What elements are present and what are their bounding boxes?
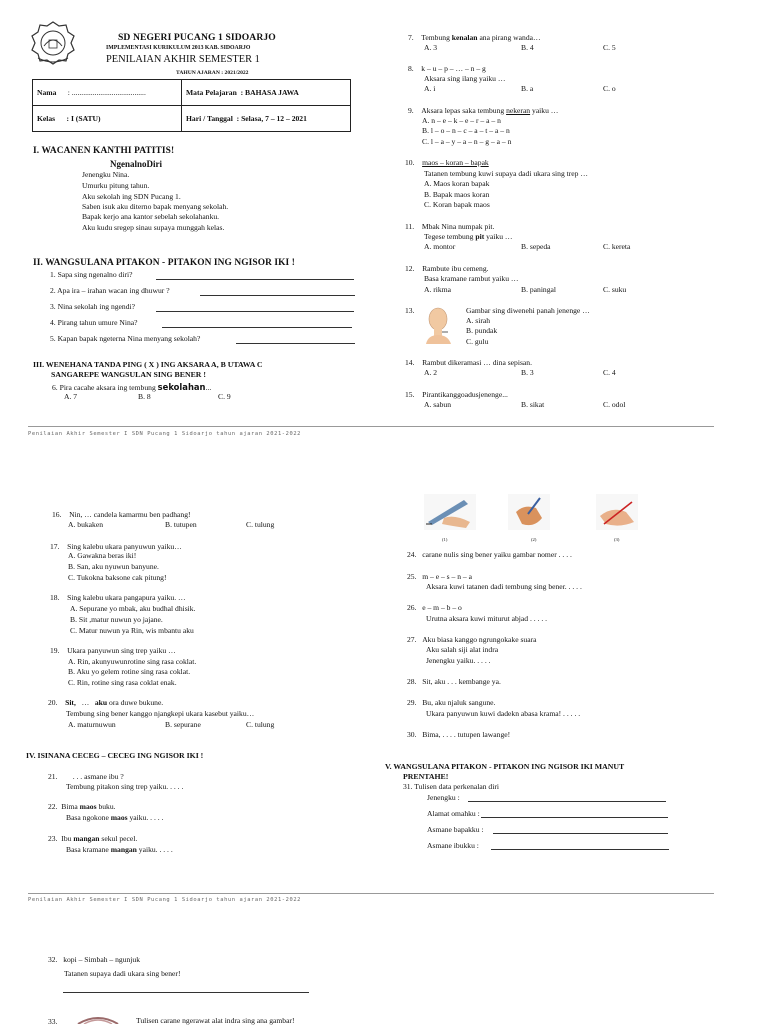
option-b[interactable]: B. a: [521, 84, 534, 93]
answer-line-2[interactable]: [200, 295, 355, 296]
answer-line-3[interactable]: [156, 311, 354, 312]
picture-caption-1: (1): [442, 537, 448, 542]
section-3-heading-line2: SANGAREPE WANGSULAN SING BENER !: [51, 370, 206, 379]
option-c[interactable]: C. gulu: [466, 337, 489, 346]
question-18: 18. Sing kalebu ukara pangapura yaiku. …: [50, 593, 186, 602]
option-a[interactable]: A. i: [424, 84, 436, 93]
option-c[interactable]: C. 9: [218, 392, 231, 401]
reading-line: Jenengku Nina.: [82, 170, 130, 179]
question-24: 24. carane nulis sing bener yaiku gambar nomer . . . .: [407, 550, 572, 559]
section-2-heading: II. WANGSULANA PITAKON - PITAKON ING NGISOR IKI !: [33, 258, 295, 268]
question-6: 6. Pira cacahe aksara ing tembung sekolahan...: [52, 382, 212, 392]
class-cell: [33, 106, 182, 132]
question-12-prompt: Basa kramane rambut yaiku …: [424, 274, 519, 283]
field-label-father: Asmane bapakku :: [427, 825, 484, 834]
answer-line-4[interactable]: [162, 327, 352, 328]
name-cell: [33, 80, 182, 106]
option-b[interactable]: B. Bapak maos koran: [424, 190, 490, 199]
option-c[interactable]: C. kereta: [603, 242, 631, 251]
question-5: 5. Kapan bapak ngeterna Nina menyang sekolah?: [50, 334, 201, 343]
date-value: : Selasa, 7 – 12 – 2021: [236, 114, 307, 123]
option-b[interactable]: B. tutupen: [165, 520, 197, 529]
option-b[interactable]: B. sepurane: [165, 720, 201, 729]
reading-line: Umurku pitung tahun.: [82, 181, 150, 190]
option-a[interactable]: A. sirah: [466, 316, 491, 325]
question-29-prompt: Ukara panyuwun kuwi dadekn abasa krama! . . . . .: [426, 709, 581, 718]
date-cell: [182, 106, 351, 132]
name-value: : .......................................: [67, 88, 146, 97]
section-1-heading: I. WACANEN KANTHI PATITIS!: [33, 146, 175, 156]
question-23: 23. Ibu mangan sekul pecel.: [48, 834, 138, 843]
option-c[interactable]: C. tulung: [246, 720, 275, 729]
question-30: 30. Bima, . . . . tutupen lawange!: [407, 730, 511, 739]
option-b[interactable]: B. 8: [138, 392, 151, 401]
question-31: 31. Tulisen data perkenalan diri: [403, 782, 499, 791]
question-4: 4. Pirang tahun umure Nina?: [50, 318, 138, 327]
question-10-prompt: Tatanen tembung kuwi supaya dadi ukara sing trep …: [424, 169, 588, 178]
answer-line-32[interactable]: [63, 992, 309, 993]
school-logo: [28, 20, 78, 66]
section-4-heading: IV. ISINANA CECEG – CECEG ING NGISOR IKI !: [26, 751, 204, 760]
class-value: : I (SATU): [66, 114, 101, 123]
option-c[interactable]: C. Matur nuwun ya Rin, wis mbantu aku: [70, 626, 194, 635]
reading-title: NgenalnoDiri: [110, 159, 163, 169]
question-26: 26. e – m – b – o: [407, 603, 462, 612]
page-divider: [28, 426, 714, 427]
subject-cell: [182, 80, 351, 106]
exam-title: PENILAIAN AKHIR SEMESTER 1: [106, 54, 260, 65]
option-c[interactable]: C. l – a – y – a – n – g – a – n: [422, 137, 512, 146]
question-22-prompt: Basa ngokone maos yaiku. . . . .: [66, 813, 164, 822]
option-b[interactable]: B. San, aku nyuwun banyune.: [68, 562, 159, 571]
option-c[interactable]: C. Koran bapak maos: [424, 200, 490, 209]
question-15: 15. Pirantikanggoadusjenenge...: [405, 390, 508, 399]
question-32: 32. kopi – Simbah – ngunjuk: [48, 955, 140, 964]
page-footer: Penilaian Akhir Semester I SDN Pucang 1 Sidoarjo tahun ajaran 2021-2022: [28, 897, 302, 903]
option-a[interactable]: A. montor: [424, 242, 456, 251]
field-label-name: Jenengku :: [427, 793, 460, 802]
question-13: Gambar sing diwenehi panah jenenge …: [466, 306, 590, 315]
option-c[interactable]: C. Rin, rotine sing rasa coklat enak.: [68, 678, 177, 687]
question-19: 19. Ukara panyuwun sing trep yaiku …: [50, 646, 176, 655]
address-input-line[interactable]: [481, 817, 668, 818]
option-a[interactable]: A. sabun: [424, 400, 451, 409]
head-neck-image: [424, 306, 454, 344]
page-footer: Penilaian Akhir Semester I SDN Pucang 1 Sidoarjo tahun ajaran 2021-2022: [28, 431, 302, 437]
option-a[interactable]: A. Gawakna beras iki!: [68, 551, 137, 560]
answer-line-5[interactable]: [236, 343, 355, 344]
writing-picture-2: [508, 494, 550, 530]
option-b[interactable]: B. sepeda: [521, 242, 551, 251]
question-33: Tulisen carane ngerawat alat indra sing ana gambar!: [136, 1016, 295, 1025]
picture-caption-3: (3): [614, 537, 620, 542]
question-27-line2: Aku salah siji alat indra: [426, 645, 499, 654]
question-32-prompt: Tatanen supaya dadi ukara sing bener!: [64, 969, 181, 978]
option-b[interactable]: B. paningal: [521, 285, 557, 294]
question-21-prompt: Tembung pitakon sing trep yaiku. . . . .: [66, 782, 184, 791]
reading-line: Aku sekolah ing SDN Pucang 1.: [82, 192, 181, 201]
question-28: 28. Sit, aku . . . kembange ya.: [407, 677, 501, 686]
option-a[interactable]: A. rikma: [424, 285, 451, 294]
option-c[interactable]: C. 5: [603, 43, 616, 52]
option-b[interactable]: B. 4: [521, 43, 534, 52]
question-29: 29. Bu, aku njaluk sangune.: [407, 698, 496, 707]
sense-organ-image: [76, 1016, 120, 1024]
option-a[interactable]: A. Maos koran bapak: [424, 179, 490, 188]
question-22: 22. Bima maos buku.: [48, 802, 116, 811]
field-label-mother: Asmane ibukku :: [427, 841, 479, 850]
curriculum-line: IMPLEMENTASI KURIKULUM 2013 KAB. SIDOARJO: [106, 45, 251, 51]
student-info-table: [32, 79, 351, 132]
option-c[interactable]: C. Tukokna baksone cak pitung!: [68, 573, 167, 582]
question-20: 20. Sit, … aku ora duwe bukune.: [48, 698, 164, 707]
question-11: 11. Mbak Nina numpak pit.: [405, 222, 495, 231]
name-input-line[interactable]: [468, 801, 666, 802]
question-9: 9. Aksara lepas saka tembung nekeran yaiku …: [408, 106, 559, 115]
question-7: 7. Tembung kenalan ana pirang wanda…: [408, 33, 541, 42]
option-c[interactable]: C. suku: [603, 285, 627, 294]
date-label: Hari / Tanggal: [186, 114, 233, 123]
question-10: 10. maos – koran – bapak: [405, 158, 489, 167]
section-5-heading: V. WANGSULANA PITAKON - PITAKON ING NGISOR IKI MANUT: [385, 762, 625, 771]
question-11-prompt: Tegese tembung pit yaiku …: [424, 232, 513, 241]
subject-label: Mata Pelajaran: [186, 88, 237, 97]
option-a[interactable]: A. n – e – k – e – r – a – n: [422, 116, 501, 125]
option-a[interactable]: A. bukaken: [68, 520, 104, 529]
option-b[interactable]: B. sikat: [521, 400, 545, 409]
reading-line: Bapak kerjo ana kantor sebelah sekolahanku.: [82, 212, 220, 221]
section-3-heading: III. WENEHANA TANDA PING ( X ) ING AKSARA A, B UTAWA C: [33, 360, 263, 369]
option-b[interactable]: B. 3: [521, 368, 534, 377]
question-12: 12. Rambute ibu cemeng.: [405, 264, 489, 273]
question-23-prompt: Basa kramane mangan yaiku. . . . .: [66, 845, 173, 854]
question-25-prompt: Aksara kuwi tatanen dadi tembung sing bener. . . . .: [426, 582, 582, 591]
question-25: 25. m – e – s – n – a: [407, 572, 472, 581]
writing-picture-3: [596, 494, 638, 530]
option-b[interactable]: B. l – o – n – c – a – t – a – n: [422, 126, 510, 135]
option-c[interactable]: C. 4: [603, 368, 616, 377]
option-c[interactable]: C. o: [603, 84, 616, 93]
question-13-number: 13.: [405, 306, 415, 315]
question-20-prompt: Tembung sing bener kanggo njangkepi ukara kasebut yaiku…: [66, 709, 255, 718]
option-c[interactable]: C. tulung: [246, 520, 275, 529]
picture-caption-2: (2): [531, 537, 537, 542]
question-2: 2. Apa ira – irahan wacan ing dhuwur ?: [50, 286, 170, 295]
class-label: Kelas: [37, 114, 56, 123]
answer-line-1[interactable]: [156, 279, 354, 280]
option-a[interactable]: A. Rin, akunyuwunrotine sing rasa coklat.: [68, 657, 197, 666]
question-16: 16. Nin, … candela kamarmu ben padhang!: [52, 510, 191, 519]
option-a[interactable]: A. Sepurane yo mbak, aku budhal dhisik.: [70, 604, 196, 613]
option-a[interactable]: A. maturnuwun: [68, 720, 116, 729]
school-name: SD NEGERI PUCANG 1 SIDOARJO: [118, 32, 276, 43]
question-33-number: 33.: [48, 1017, 58, 1026]
writing-picture-1: [424, 494, 476, 530]
option-b[interactable]: B. Sit ,matur nuwun yo jajane.: [70, 615, 163, 624]
option-c[interactable]: C. odol: [603, 400, 626, 409]
question-8: 8. k – u – p – … – n – g: [408, 64, 486, 73]
option-a[interactable]: A. 3: [424, 43, 438, 52]
reading-line: Aku kudu sregep sinau supaya munggah kelas.: [82, 223, 225, 232]
mother-name-input-line[interactable]: [491, 849, 669, 850]
subject-value: : BAHASA JAWA: [240, 88, 299, 97]
father-name-input-line[interactable]: [493, 833, 668, 834]
question-21: 21. . . . asmane ibu ?: [48, 772, 124, 781]
question-27-line3: Jenengku yaiku. . . . .: [426, 656, 491, 665]
name-label: Nama: [37, 88, 57, 97]
question-14: 14. Rambut dikeramasi … dina sepisan.: [405, 358, 532, 367]
page-divider: [28, 893, 714, 894]
question-17: 17. Sing kalebu ukara panyuwun yaiku…: [50, 542, 182, 551]
question-3: 3. Nina sekolah ing ngendi?: [50, 302, 135, 311]
section-5-heading-line2: PRENTAHE!: [403, 772, 449, 781]
question-8-prompt: Aksara sing ilang yaiku …: [424, 74, 506, 83]
question-27: 27. Aku biasa kanggo ngrungokake suara: [407, 635, 537, 644]
question-1: 1. Sapa sing ngenalno diri?: [50, 270, 133, 279]
option-a[interactable]: A. 7: [64, 392, 78, 401]
question-26-prompt: Urutna aksara kuwi miturut abjad . . . . .: [426, 614, 548, 623]
school-year: TAHUN AJARAN : 2021/2022: [176, 70, 249, 76]
option-b[interactable]: B. Aku yo gelem rotine sing rasa coklat.: [68, 667, 191, 676]
option-a[interactable]: A. 2: [424, 368, 438, 377]
reading-line: Saben isuk aku diterno bapak menyang sekolah.: [82, 202, 229, 211]
option-b[interactable]: B. pundak: [466, 326, 498, 335]
field-label-address: Alamat omahku :: [427, 809, 480, 818]
